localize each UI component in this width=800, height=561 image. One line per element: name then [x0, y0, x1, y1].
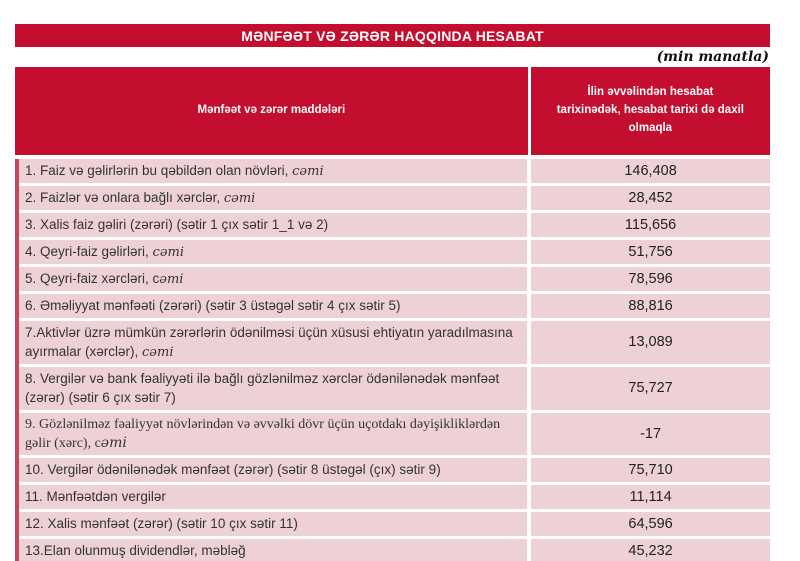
row-label: [19, 240, 531, 264]
table-row-5: [19, 267, 770, 294]
row-value: 78,596: [531, 267, 770, 291]
row-value: 51,756: [531, 240, 770, 264]
row-label: [19, 186, 531, 210]
row-label-text: 7.Aktivlər üzrə mümkün zərərlərin ödənilməsi üçün xüsusi ehtiyatın yaradılmasına ayırmalar (xərclər), cəmi: [25, 325, 513, 360]
row-label-text: 11. Mənfəətdən vergilər: [25, 489, 166, 504]
units-note: (min manatla): [656, 49, 769, 65]
table-row-1: [19, 159, 770, 186]
row-value: -17: [531, 413, 770, 455]
row-label-text: 12. Xalis mənfəət (zərər) (sətir 10 çıx sətir 11): [25, 516, 298, 531]
report-title-bar: [15, 24, 770, 47]
table-row-8: [19, 367, 770, 413]
row-label: [19, 159, 531, 183]
row-value: 45,232: [531, 539, 770, 561]
row-label-text: 10. Vergilər ödənilənədək mənfəət (zərər) (sətir 8 üstəgəl (çıx) sətir 9): [25, 462, 441, 477]
table-row-11: [19, 485, 770, 512]
table-row-12: [19, 512, 770, 539]
row-label-text: 9. Gözlənilməz fəaliyyət növlərindən və əvvəlki dövr üçün uçotdakı dəyişikliklərdən gəlir (xərc), cəmi: [25, 417, 501, 451]
row-value: 11,114: [531, 485, 770, 509]
report-title: MƏNFƏƏT VƏ ZƏRƏR HAQQINDA HESABAT: [241, 27, 544, 44]
row-label: [19, 539, 531, 561]
row-label-text: 3. Xalis faiz gəliri (zərəri) (sətir 1 çıx sətir 1_1 və 2): [25, 217, 329, 232]
row-value: 146,408: [531, 159, 770, 183]
row-label: [19, 512, 531, 536]
table-header-row: [15, 67, 770, 155]
table-row-10: [19, 458, 770, 485]
row-label: [19, 294, 531, 318]
row-label-text: 2. Faizlər və onlara bağlı xərclər, cəmi: [25, 190, 256, 206]
row-label-text: 6. Əməliyyat mənfəəti (zərəri) (sətir 3 üstəgəl sətir 4 çıx sətir 5): [25, 298, 401, 313]
row-label-text: 1. Faiz və gəlirlərin bu qəbildən olan növləri, cəmi: [25, 163, 324, 179]
row-label: [19, 367, 531, 410]
table-row-6: [19, 294, 770, 321]
row-value: 88,816: [531, 294, 770, 318]
table-body: [15, 159, 770, 561]
row-label: [19, 485, 531, 509]
row-label-text: 4. Qeyri-faiz gəlirləri, cəmi: [25, 244, 185, 260]
row-label: [19, 267, 531, 291]
table-row-3: [19, 213, 770, 240]
table-row-9: [19, 413, 770, 458]
row-value: 75,710: [531, 458, 770, 482]
row-label-text: 13.Elan olunmuş dividendlər, məbləğ: [25, 543, 246, 558]
row-value: 64,596: [531, 512, 770, 536]
column-header-values: İlin əvvəlindən hesabat tarixinədək, hesabat tarixi də daxil olmaqla: [556, 86, 744, 134]
profit-loss-table: [15, 67, 770, 561]
column-header-items: Mənfəət və zərər maddələri: [15, 67, 531, 155]
row-label: [19, 413, 531, 455]
row-value: 13,089: [531, 321, 770, 364]
row-value: 115,656: [531, 213, 770, 237]
row-label: [19, 458, 531, 482]
table-row-13: [19, 539, 770, 561]
row-label-text: 5. Qeyri-faiz xərcləri, cəmi: [25, 271, 184, 287]
table-row-2: [19, 186, 770, 213]
row-label: [19, 213, 531, 237]
row-label: [19, 321, 531, 364]
row-value: 75,727: [531, 367, 770, 410]
table-row-7: [19, 321, 770, 367]
report-content: [15, 24, 770, 561]
table-row-4: [19, 240, 770, 267]
row-label-text: 8. Vergilər və bank fəaliyyəti ilə bağlı gözlənilməz xərclər ödənilənədək mənfəət (zərər) (sətir 6 çıx sətir 7): [25, 371, 500, 405]
row-value: 28,452: [531, 186, 770, 210]
